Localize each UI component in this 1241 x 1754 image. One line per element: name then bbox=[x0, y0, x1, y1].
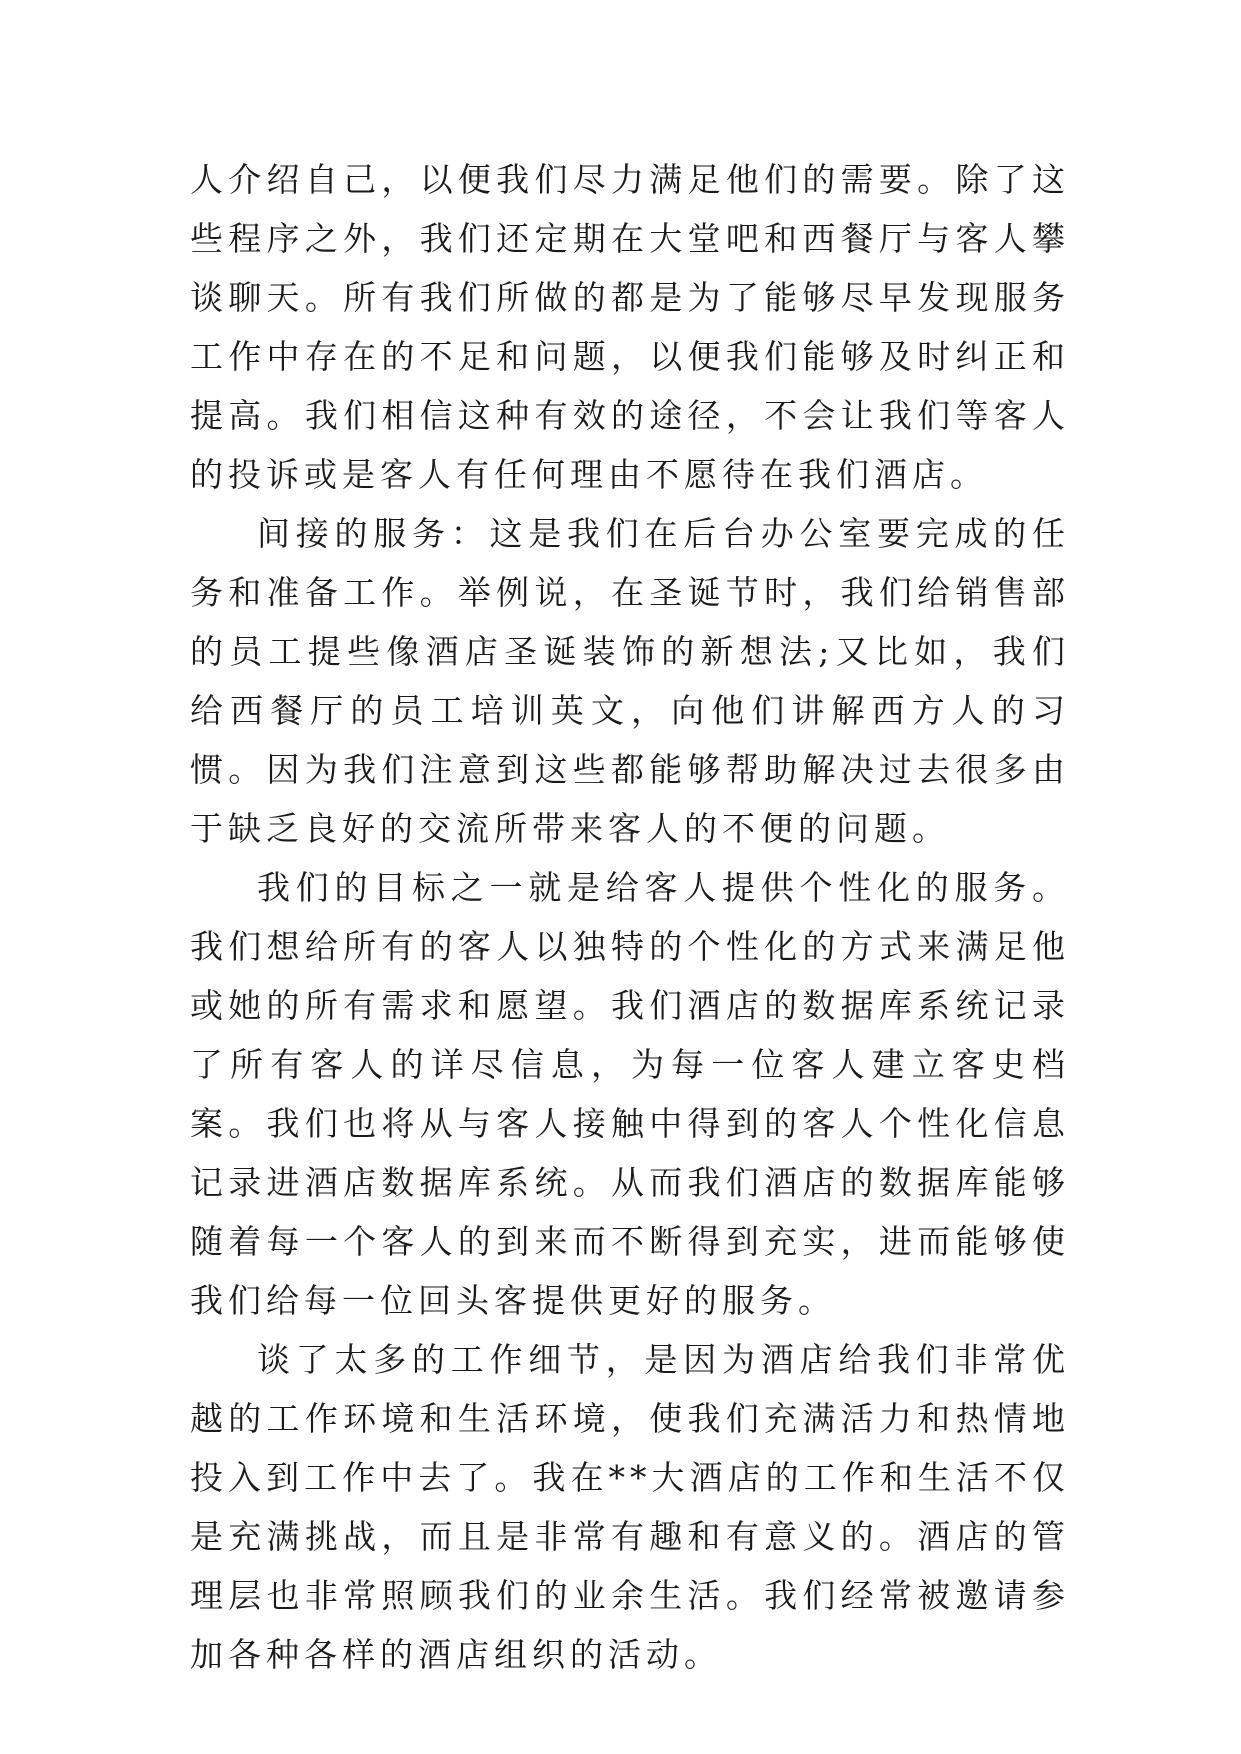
paragraph-3: 我们的目标之一就是给客人提供个性化的服务。我们想给所有的客人以独特的个性化的方式来满足他或她的所有需求和愿望。我们酒店的数据库系统记录了所有客人的详尽信息，为每一位客人建立客史档案。我们也将从与客人接触中得到的客人个性化信息记录进酒店数据库系统。从而我们酒店的数据库能够随着每一个客人的到来而不断得到充实，进而能够使我们给每一位回头客提供更好的服务。 bbox=[190, 868, 1070, 1320]
paragraph-2: 间接的服务：这是我们在后台办公室要完成的任务和准备工作。举例说，在圣诞节时，我们给销售部的员工提些像酒店圣诞装饰的新想法;又比如，我们给西餐厅的员工培训英文，向他们讲解西方人的习惯。因为我们注意到这些都能够帮助解决过去很多由于缺乏良好的交流所带来客人的不便的问题。 bbox=[190, 514, 1070, 848]
paragraph-1: 人介绍自己，以便我们尽力满足他们的需要。除了这些程序之外，我们还定期在大堂吧和西餐厅与客人攀谈聊天。所有我们所做的都是为了能够尽早发现服务工作中存在的不足和问题，以便我们能够及时纠正和提高。我们相信这种有效的途径，不会让我们等客人的投诉或是客人有任何理由不愿待在我们酒店。 bbox=[190, 160, 1070, 494]
paragraph-4: 谈了太多的工作细节，是因为酒店给我们非常优越的工作环境和生活环境，使我们充满活力和热情地投入到工作中去了。我在**大酒店的工作和生活不仅是充满挑战，而且是非常有趣和有意义的。酒店的管理层也非常照顾我们的业余生活。我们经常被邀请参加各种各样的酒店组织的活动。 bbox=[190, 1340, 1070, 1674]
document-body bbox=[190, 150, 1070, 1684]
